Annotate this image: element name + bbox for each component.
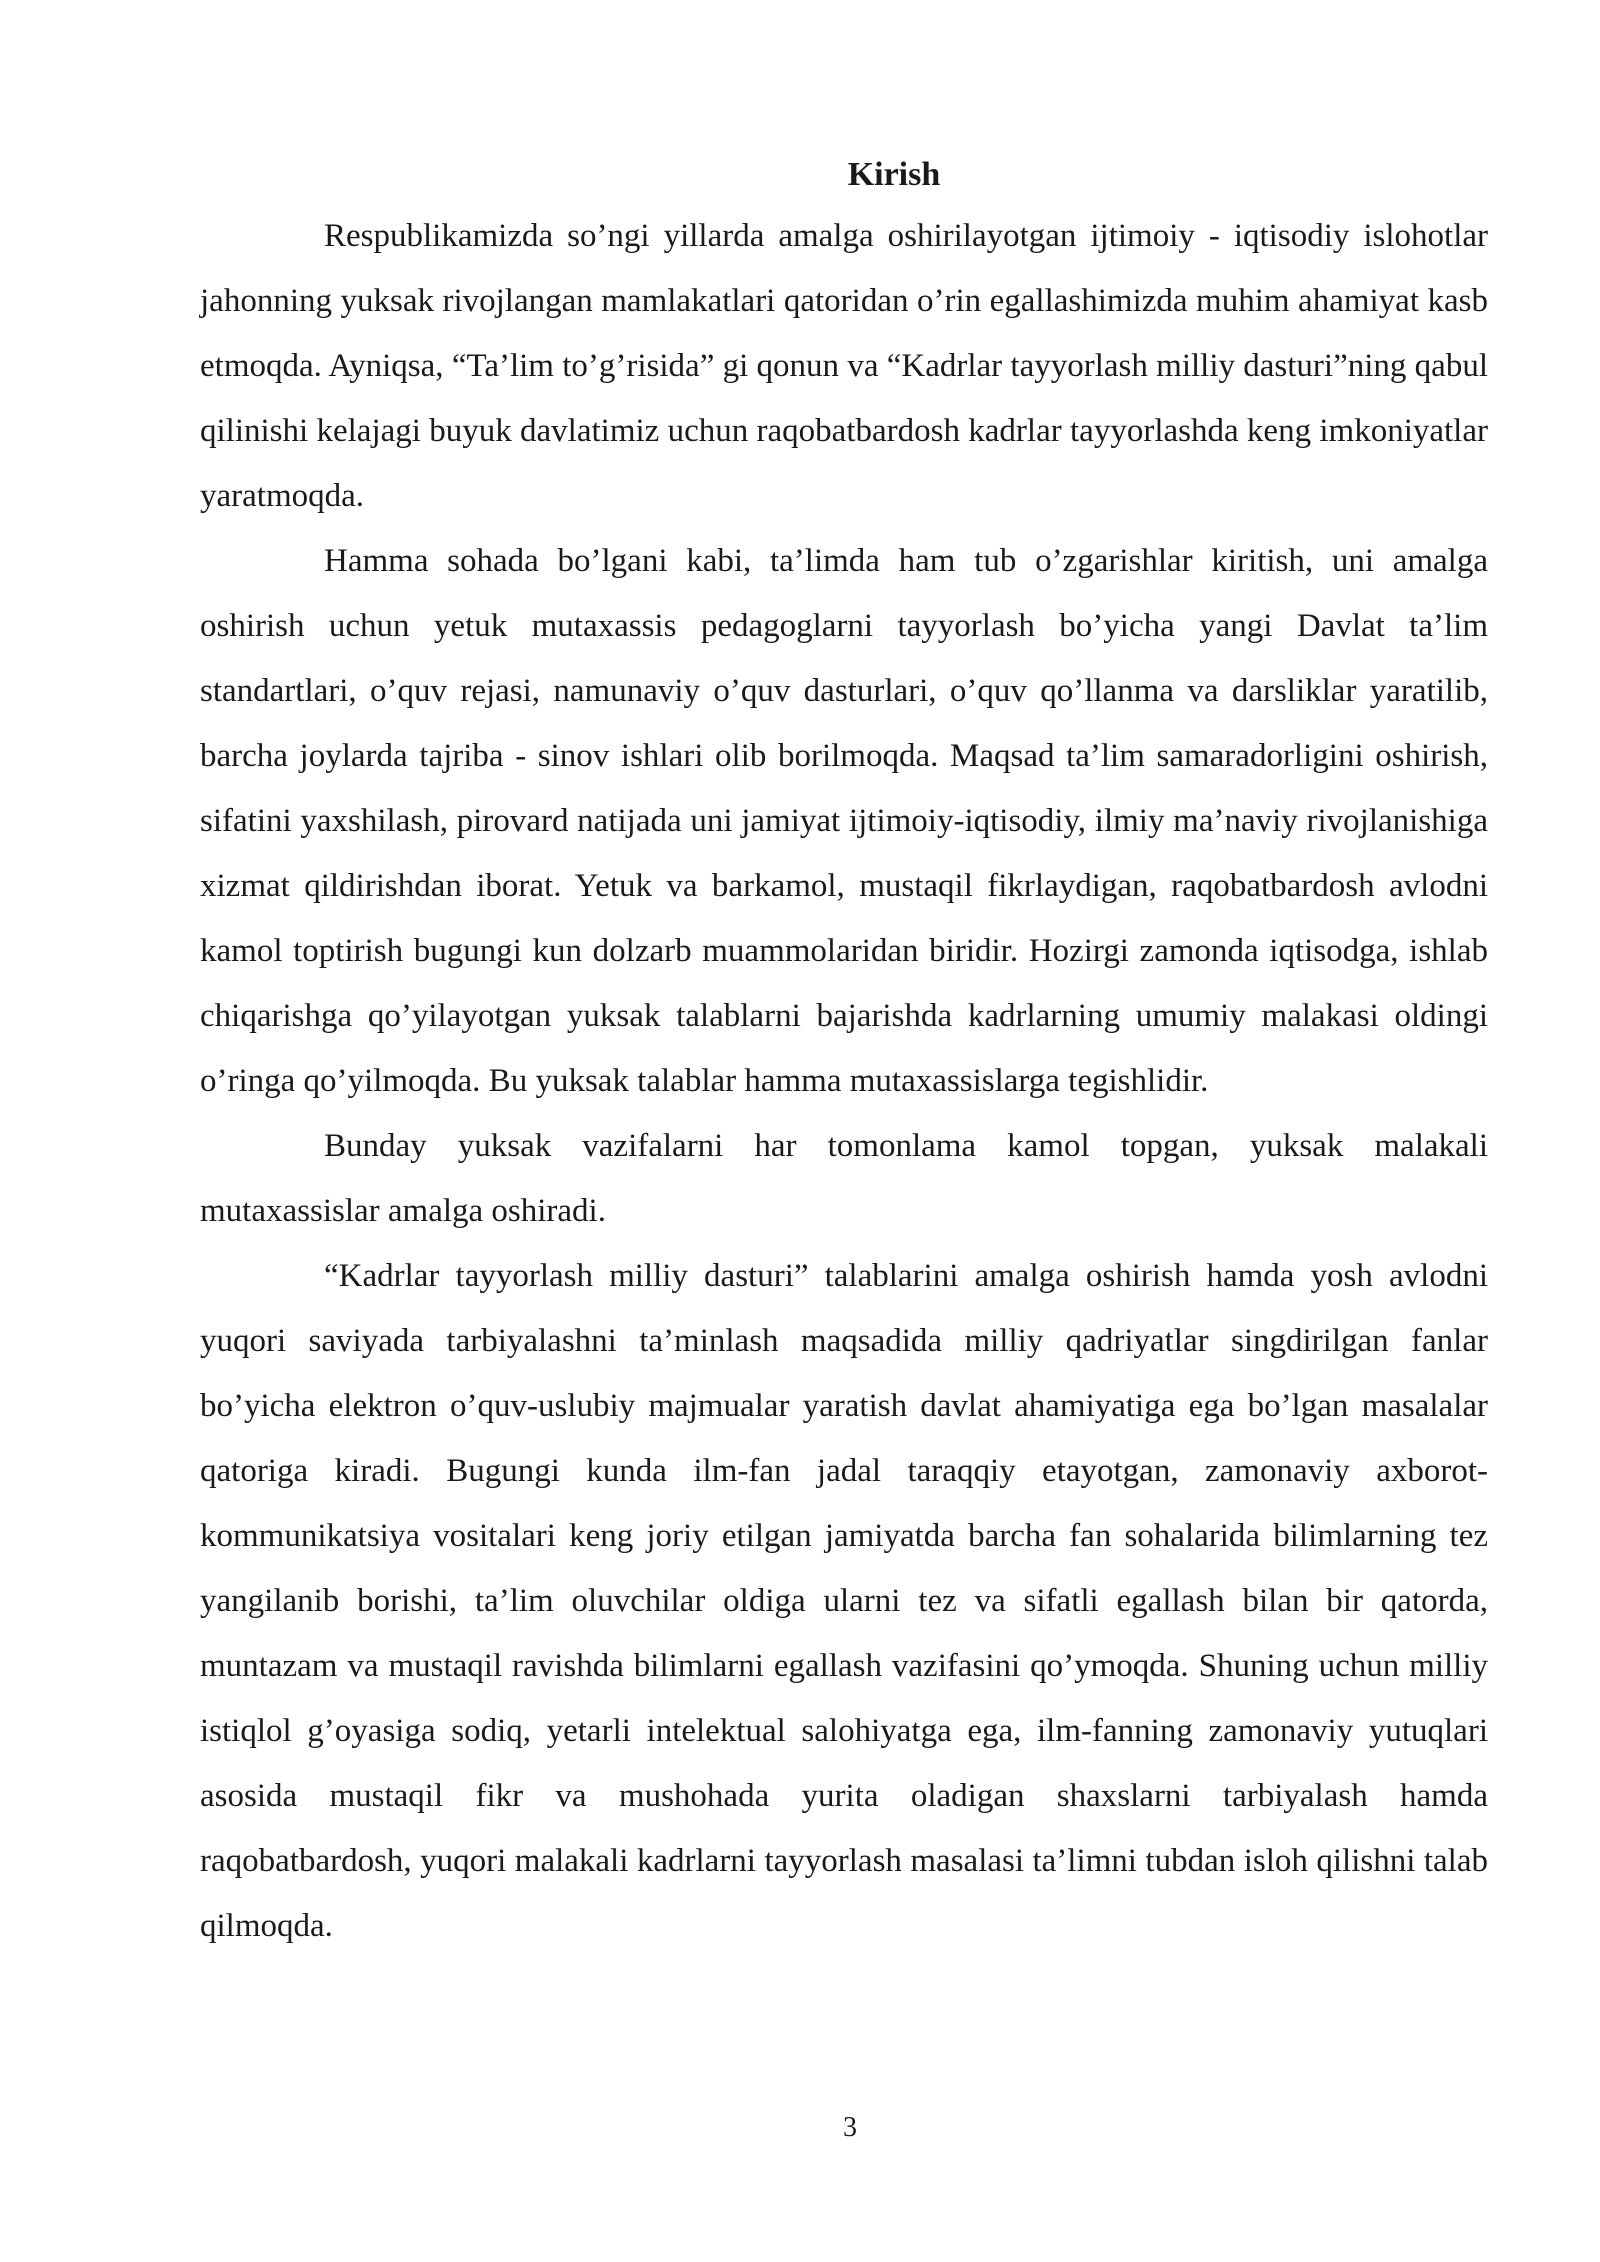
- paragraph-1: Respublikamizda so’ngi yillarda amalga oshirilayotgan ijtimoiy - iqtisodiy islohotlar jahonning yuksak rivojlangan mamlakatlari qatoridan o’rin egallashimizda muhim ahamiyat kasb etmoqda. Ayniqsa, “Ta’lim to’g’risida” gi qonun va “Kadrlar tayyorlash milliy dasturi”ning qabul qilinishi kelajagi buyuk davlatimiz uchun raqobatbardosh kadrlar tayyorlashda keng imkoniyatlar yaratmoqda.: [200, 218, 1488, 514]
- paragraph-2: Hamma sohada bo’lgani kabi, ta’limda ham tub o’zgarishlar kiritish, uni amalga oshirish uchun yetuk mutaxassis pedagoglarni tayyorlash bo’yicha yangi Davlat ta’lim standartlari, o’quv rejasi, namunaviy o’quv dasturlari, o’quv qo’llanma va darsliklar yaratilib, barcha joylarda tajriba - sinov ishlari olib borilmoqda. Maqsad ta’lim samaradorligini oshirish, sifatini yaxshilash, pirovard natijada uni jamiyat ijtimoiy-iqtisodiy, ilmiy ma’naviy rivojlanishiga xizmat qildirishdan iborat. Yetuk va barkamol, mustaqil fikrlaydigan, raqobatbardosh avlodni kamol toptirish bugungi kun dolzarb muammolaridan biridir. Hozirgi zamonda iqtisodga, ishlab chiqarishga qo’yilayotgan yuksak talablarni bajarishda kadrlarning umumiy malakasi oldingi o’ringa qo’yilmoqda. Bu yuksak talablar hamma mutaxassislarga tegishlidir.: [200, 543, 1488, 1099]
- paragraph-3: Bunday yuksak vazifalarni har tomonlama kamol topgan, yuksak malakali mutaxassislar amalga oshiradi.: [200, 1128, 1488, 1229]
- page-title: Kirish: [847, 156, 941, 193]
- page-number: 3: [843, 2112, 857, 2143]
- paragraph-4: “Kadrlar tayyorlash milliy dasturi” talablarini amalga oshirish hamda yosh avlodni yuqori saviyada tarbiyalashni ta’minlash maqsadida milliy qadriyatlar singdirilgan fanlar bo’yicha elektron o’quv-uslubiy majmualar yaratish davlat ahamiyatiga ega bo’lgan masalalar qatoriga kiradi. Bugungi kunda ilm-fan jadal taraqqiy etayotgan, zamonaviy axborot-kommunikatsiya vositalari keng joriy etilgan jamiyatda barcha fan sohalarida bilimlarning tez yangilanib borishi, ta’lim oluvchilar oldiga ularni tez va sifatli egallash bilan bir qatorda, muntazam va mustaqil ravishda bilimlarni egallash vazifasini qo’ymoqda. Shuning uchun milliy istiqlol g’oyasiga sodiq, yetarli intelektual salohiyatga ega, ilm-fanning zamonaviy yutuqlari asosida mustaqil fikr va mushohada yurita oladigan shaxslarni tarbiyalash hamda raqobatbardosh, yuqori malakali kadrlarni tayyorlash masalasi ta’limni tubdan isloh qilishni talab qilmoqda.: [200, 1258, 1488, 1944]
- document-body: [200, 148, 1488, 1959]
